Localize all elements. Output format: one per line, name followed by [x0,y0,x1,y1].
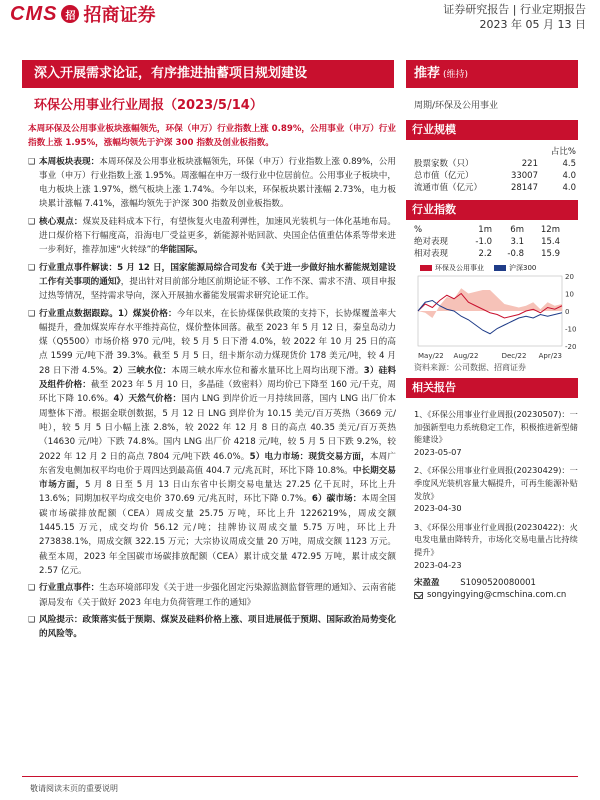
para-label-2: 2）三峡水位： [112,365,172,376]
table-row [414,236,560,248]
row-label: 相对表现 [414,249,449,259]
related-report-item[interactable] [414,408,582,458]
scale-section-title: 行业规模 [406,120,578,140]
perf-section-title: 行业指数 [406,200,578,220]
logo-cms-text: CMS [10,2,58,25]
bullet-icon: ❑ [28,614,36,624]
scale-header-cell [414,146,482,158]
sector-label: 周期/环保及公用事业 [414,101,499,111]
table-row [414,182,576,194]
table-row [414,158,576,170]
chart-source: 资料来源：公司数据、招商证券 [414,363,526,372]
related-report-list [414,408,582,577]
para-sector-performance [28,155,396,212]
row-value: 15.4 [541,237,560,247]
y-tick-label: 10 [565,290,574,299]
main-body [28,122,396,644]
para-text-7: 本周全国碳市场碳排放配额（CEA）周成交量 25.75 万吨，环比上升 1226219%，周成交额 1445.15 万元，成交均价 56.12 元/吨；挂牌协议周成交量 5.75 万吨，环比上升 273838.1%，周成交额 322.15 万元；大宗协议周成交量 20 万吨，周成交额 1123 万元。截至本周，2023 年全国碳市场碳排放配额（CEA）累计成交量 472.95 万吨，累计成交额 2.57 亿元。 [39,494,396,576]
related-report-date: 2023-04-23 [414,559,462,570]
para-text-6: 5 月 8 日至 5 月 13 日山东省中长期交易电量达 27.25 亿千瓦时，环比上升 13.6%；同期加权平均成交电价 370.69 元/兆瓦时，环比下降 0.7%。 [39,480,396,505]
para-risk [28,613,396,642]
row-label: 总市值（亿元） [414,171,474,181]
relative-area [418,288,562,318]
perf-header-row [414,224,560,236]
para-text: 本周环保及公用事业板块涨幅领先，环保（申万）行业指数上涨 0.89%，公用事业（申万）行业指数上涨 1.95%。周涨幅在申万一级行业中位居前位。公用事业子板块中，电力板块上涨 1.97%，燃气板块上涨 1.74%。今年以来，环保板块累计涨幅 2.73%，电力板块累计涨幅 7.41%，涨幅均领先于沪深 300 指数及创业板指数。 [39,156,396,210]
para-key-event [28,261,396,304]
para-text: 煤炭及硅料成本下行，有望恢复火电盈利弹性，加速风光装机与一体化基地布局。进口煤价格下行幅度高，沿海电厂受益更多，新能源补贴回款、央国企估值重估体系等带来进一步利好，推荐加速“火转绿”的 [39,216,396,256]
footer-note: 敬请阅读末页的重要说明 [30,784,118,793]
related-report-item[interactable] [414,521,582,571]
rating-note: (维持) [443,70,469,80]
row-value: 2.2 [478,249,492,259]
perf-header-cell: 6m [510,225,524,235]
x-tick-label: Aug/22 [453,352,479,360]
x-tick-label: Dec/22 [501,352,527,360]
table-row [414,248,560,260]
row-value: -1.0 [475,237,492,247]
x-tick-label: Apr/23 [538,352,562,360]
para-label-7: 6）碳市场： [311,494,362,505]
row-pct: 4.5 [562,159,576,169]
perf-header-cell: 1m [478,225,492,235]
para-text-4: 国内 LNG 到岸价近一月持续回落，国内 LNG 出厂价本周整体下滑。根据金联创数据，5 月 12 日 LNG 到岸价为 10.15 美元/百万英热（3669 元/吨），较 5 月 5 日小幅上涨 2.8%，较 2022 年 12 月 8 日的高点 40.35 美元/百万英热（14630 元/吨）下跌 74.8%。国内 LNG 出厂价 4218 元/吨，较 5 月 5 日下跌 9.2%，较 2022 年 12 月 2 日的高点 7804 元/吨下跌 46.0%。 [39,394,396,462]
para-text-5: 本周广东省发电侧加权平均电价于周四达到最高值 404.7 元/兆瓦时，环比下降 10.8%。 [39,451,396,476]
para-text-2: 本周三峡水库水位和蓄水量环比上周均出现下滑。 [171,365,364,376]
para-label: 风险提示：政策落实低于预期、煤炭及硅料价格上涨、项目进展低于预期、国际政治局势变化的风险等。 [39,614,396,640]
bullet-icon: ❑ [28,583,36,593]
row-value: 3.1 [510,237,524,247]
related-report-title[interactable]: 3、《环保公用事业行业周报(20230422)：火电发电量由降转升，市场化交易电量占比持续提升》 [414,521,578,557]
rating-label: 推荐 [414,66,441,81]
report-date: 2023 年 05 月 13 日 [479,18,586,31]
scale-table [414,146,576,194]
para-label-3: 3）硅料及组件价格： [39,365,396,391]
para-text-3: 截至 2023 年 5 月 10 日，多晶硅（致密料）周均价已下降至 160 元/千克，周环比下降 10.6%。 [39,380,396,405]
row-label: 股票家数（只） [414,159,474,169]
para-text: ，提出针对目前部分地区前期论证不够、工作不深、需求不清、项目申报过热等情况，坚持需求导向，深入开展抽水蓄能发展需求研究论证工作。 [39,276,396,302]
analyst-info [414,576,536,588]
para-text: 今年以来，在长协煤保供政策的支持下，长协煤覆盖率大幅提升，叠加煤炭库存水平维持高位，煤价整体回落。截至 2023 年 5 月 12 日，秦皇岛动力煤（Q5500）市场价格 970 元/吨，较 5 月 5 日下滑 4.0%，较 2022 年 10 月 25 日的高点 1599 元/吨下滑 39.3%。截至 5 月 5 日，纽卡斯尔动力煤现货价 178 美元/吨，较 4 月 28 日下滑 4.5%。 [39,308,396,376]
para-core-view [28,215,396,258]
bullet-icon: ❑ [28,262,36,272]
para-label: 行业重点事件： [39,583,100,594]
bullet-icon: ❑ [28,156,36,166]
related-report-title[interactable]: 2、《环保公用事业行业周报(20230429)：一季度风光装机容量大幅提升，可再生能源补贴发放》 [414,465,578,501]
related-report-item[interactable] [414,464,582,514]
analyst-email[interactable]: songyingying@cmschina.com.cn [427,590,567,600]
report-title-banner: 深入开展需求论证，有序推进抽蓄项目规划建设 [22,60,394,88]
bullet-icon: ❑ [28,216,36,226]
y-tick-label: 20 [565,273,574,281]
rating-box [406,60,578,88]
table-row [414,170,576,182]
analyst-name: 宋盈盈 [414,578,440,588]
row-value: -0.8 [507,249,524,259]
footer-divider [22,776,578,777]
para-label: 本周板块表现： [39,156,100,167]
row-pct: 4.0 [562,183,576,193]
row-pct: 4.0 [562,171,576,181]
analyst-id: S1090520080001 [460,578,536,588]
para-label: 行业重点数据跟踪。1）煤炭价格： [39,308,177,319]
bullet-icon: ❑ [28,308,36,318]
para-tail: 华能国际。 [159,245,203,256]
para-label-5: 5）电力市场：现货交易方面， [249,451,370,462]
email-icon [414,592,423,599]
report-type: 证券研究报告 | 行业定期报告 [443,3,586,16]
header-meta [443,2,586,32]
row-label: 流通市值（亿元） [414,183,483,193]
legend-label: 环保及公用事业 [435,264,484,272]
y-tick-label: -10 [565,325,577,334]
scale-header-row [414,146,576,158]
row-value: 221 [521,159,538,169]
analyst-email-row [414,590,566,600]
related-section-title: 相关报告 [406,378,578,398]
logo-cn-text: 招商证券 [83,5,156,26]
scale-header-cell [482,146,538,158]
perf-table [414,224,560,260]
index-performance-chart [414,262,582,360]
row-value: 15.9 [541,249,560,259]
row-value: 28147 [510,183,538,193]
para-text: 生态环境部印发《关于进一步强化固定污染源监测监督管理的通知》、云南省能源局发布《关于做好 2023 年电力负荷管理工作的通知》 [39,583,396,608]
y-tick-label: -20 [565,343,577,351]
para-label: 核心观点： [39,216,83,227]
related-report-date: 2023-04-30 [414,503,462,514]
legend-label: 沪深300 [509,264,537,272]
para-label: 行业重点事件解读：5 月 12 日，国家能源局综合司发布《关于进一步做好抽水蓄能规划建设工作有关事项的通知》 [39,262,396,287]
perf-header-cell: % [414,225,423,235]
row-value: 33007 [510,171,538,181]
y-tick-label: 0 [565,308,570,316]
logo-emblem-icon: 招 [61,5,79,23]
para-label-4: 4）天然气价格： [113,394,182,405]
company-logo [10,0,155,28]
scale-header-cell: 占比% [550,147,576,157]
para-industry-events [28,581,396,610]
row-label: 绝对表现 [414,237,449,247]
para-data-tracking [28,307,396,579]
related-report-date: 2023-05-07 [414,446,462,457]
report-subtitle: 环保公用事业行业周报（2023/5/14） [34,98,263,113]
related-report-title[interactable]: 1、《环保公用事业行业周报(20230507)：一加强新型电力系统稳定工作，积极推进新型储能建设》 [414,409,578,445]
lead-summary: 本周环保及公用事业板块涨幅领先，环保（申万）行业指数上涨 0.89%，公用事业（申万）行业指数上涨 1.95%，涨幅均领先于沪深 300 指数及创业板指数。 [28,124,396,149]
x-tick-label: May/22 [418,352,444,360]
perf-header-cell: 12m [540,225,560,235]
para-label-6: 中长期交易市场方面， [39,465,396,491]
